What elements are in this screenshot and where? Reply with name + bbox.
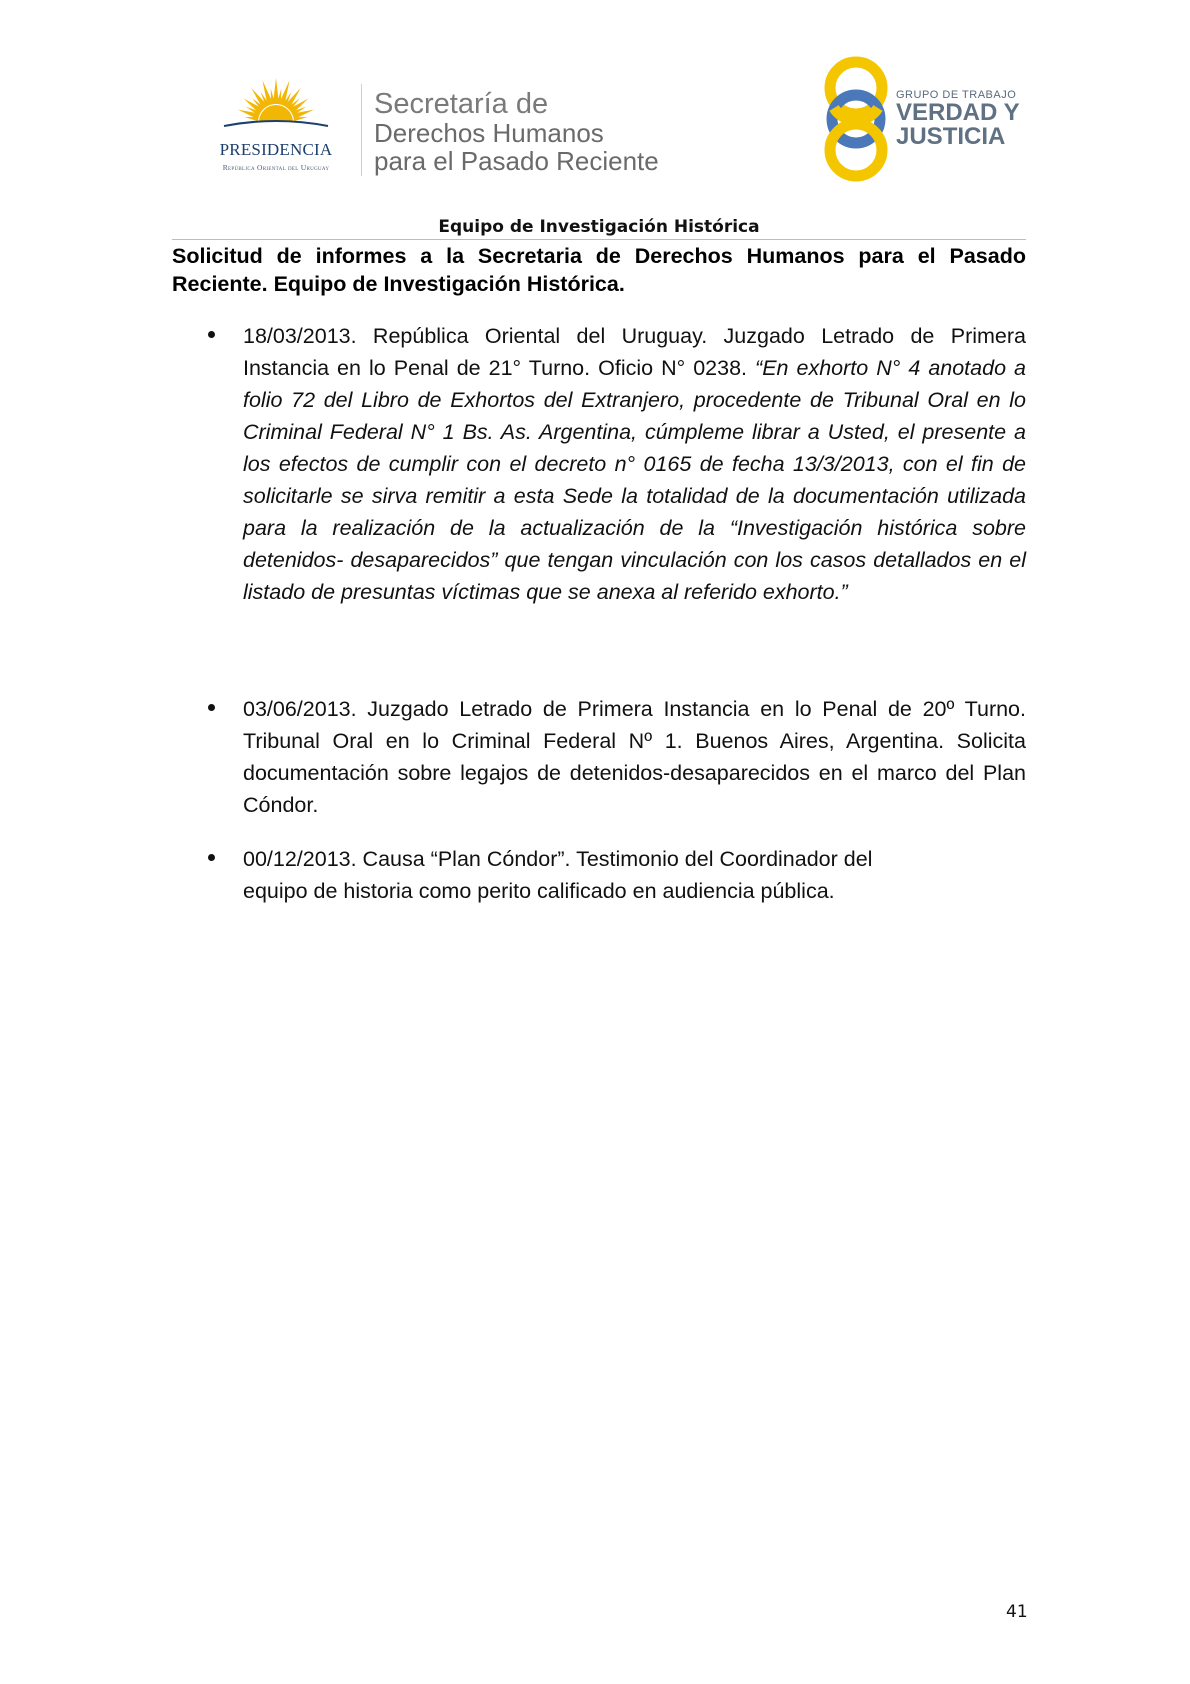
page-number: 41 <box>1006 1602 1028 1622</box>
verdad-justicia-logo <box>818 56 1028 182</box>
document-title: Solicitud de informes a la Secretaria de Derechos Humanos para el Pasado Reciente. Equipo de Investigación Histórica. <box>172 244 1026 296</box>
logo-divider <box>361 84 362 176</box>
entry-line-1: 00/12/2013. Causa “Plan Cóndor”. Testimonio del Coordinador del <box>243 847 873 871</box>
presidencia-name: PRESIDENCIA <box>219 140 333 159</box>
secretaria-line-3: para el Pasado Reciente <box>374 146 659 176</box>
entry-line-2: equipo de historia como perito calificado en audiencia pública. <box>243 879 835 903</box>
entry-text: 03/06/2013. Juzgado Letrado de Primera Instancia en lo Penal de 20º Turno. Tribunal Oral en lo Criminal Federal Nº 1. Buenos Aires, Argentina. Solicita documentación sobre legajos de detenidos-desaparecidos en el marco del Plan Cóndor. <box>243 697 1026 817</box>
secretaria-line-2: Derechos Humanos <box>374 118 604 148</box>
header-rule <box>172 239 1026 240</box>
presidencia-subtitle: República Oriental del Uruguay <box>222 163 330 172</box>
secretaria-line-1: Secretaría de <box>374 88 549 120</box>
vyj-title-line-1: VERDAD Y <box>896 99 1020 126</box>
presidencia-logo <box>196 76 356 178</box>
entry-text <box>243 320 1026 608</box>
bullet-icon <box>208 854 215 861</box>
sun-emblem-icon <box>220 76 332 142</box>
secretaria-logo-text <box>374 89 659 175</box>
chain-rings-icon <box>818 56 894 182</box>
vyj-title-line-2: JUSTICIA <box>896 123 1006 150</box>
vyj-group-label: GRUPO DE TRABAJO <box>896 89 1017 101</box>
entry-text <box>243 843 1026 907</box>
team-header: Equipo de Investigación Histórica <box>438 217 760 237</box>
entry-plain-text: 18/03/2013. República Oriental del Uruguay. Juzgado Letrado de Primera Instancia en lo Penal de 21° Turno. Oficio N° 0238. <box>243 324 1026 380</box>
bullet-icon <box>208 704 215 711</box>
bullet-icon <box>208 331 215 338</box>
entry-quote: “En exhorto N° 4 anotado a folio 72 del Libro de Exhortos del Extranjero, procedente de Tribunal Oral en lo Criminal Federal N° 1 Bs. As. Argentina, cúmpleme librar a Usted, el presente a los efectos de cumplir con el decreto n° 0165 de fecha 13/3/2013, con el fin de solicitarle se sirva remitir a esta Sede la totalidad de la documentación utilizada para la realización de la actualización de la “Investigación histórica sobre detenidos- desaparecidos” que tengan vinculación con los casos detallados en el listado de presuntas víctimas que se anexa al referido exhorto.” <box>243 356 1026 604</box>
